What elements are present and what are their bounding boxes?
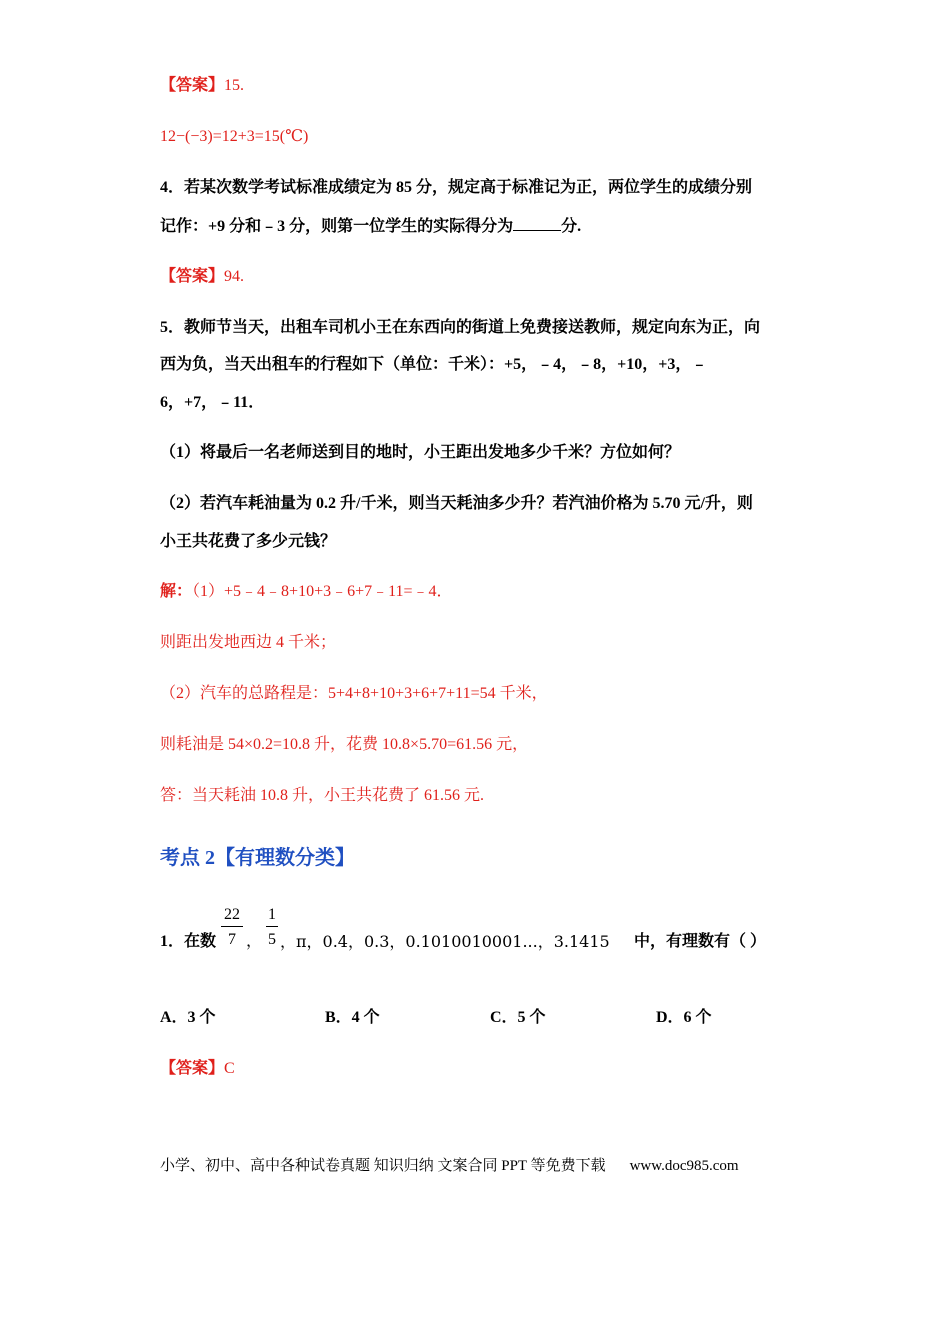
- fraction-1-5: [266, 906, 278, 949]
- q4-line2-after: 分.: [561, 218, 582, 235]
- answer-tag: 【答案】: [160, 268, 225, 285]
- solution-step1: （1）+5﹣4﹣8+10+3﹣6+7﹣11=﹣4．: [192, 583, 453, 600]
- answer-tag: 【答案】: [160, 77, 225, 94]
- solution-label: 解：: [160, 583, 193, 600]
- option-d: D．6 个: [656, 1009, 712, 1026]
- comma: ，: [246, 933, 263, 950]
- answer-value: 94.: [224, 268, 245, 285]
- option-b: B．4 个: [325, 1009, 380, 1026]
- fraction-denominator: 5: [268, 931, 276, 948]
- q5-sub1: （1）将最后一名老师送到目的地时，小王距出发地多少千米？方位如何？: [160, 444, 681, 461]
- fraction-numerator: 22: [221, 906, 243, 927]
- q5-sub2-line2: 小王共花费了多少元钱？: [160, 533, 337, 550]
- q4-line2: [160, 216, 581, 237]
- answer-q4: [160, 267, 244, 287]
- answer-tag: 【答案】: [160, 1060, 225, 1077]
- q2-1-numbers: ，π，0.4，0.3，0.1010010001...，3.1415: [280, 932, 610, 951]
- footer-text: 小学、初中、高中各种试卷真题 知识归纳 文案合同 PPT 等免费下载: [160, 1158, 606, 1174]
- q5-sub2-line1: （2）若汽车耗油量为 0.2 升/千米，则当天耗油多少升？若汽油价格为 5.70 元/升，则: [160, 495, 753, 512]
- q2-1-suffix: 中，有理数有（ ）: [634, 933, 767, 950]
- answer-q3: [160, 76, 244, 96]
- q4-line2-before: 记作：+9 分和﹣3 分，则第一位学生的实际得分为: [160, 218, 514, 235]
- fraction-22-7: [221, 906, 243, 949]
- solution-line4: 则耗油是 54×0.2=10.8 升，花费 10.8×5.70=61.56 元，: [160, 736, 529, 753]
- fraction-denominator: 7: [228, 931, 236, 948]
- answer-value: 15.: [224, 77, 245, 94]
- answer-q2-1: [160, 1059, 235, 1079]
- q2-1-prefix: 1．在数: [160, 933, 217, 950]
- q5-line1: 5．教师节当天，出租车司机小王在东西向的街道上免费接送教师，规定向东为正，向: [160, 319, 761, 336]
- page-footer: [160, 1156, 739, 1176]
- answer-blank: [513, 216, 561, 231]
- solution-line5: 答：当天耗油 10.8 升，小王共花费了 61.56 元.: [160, 787, 485, 804]
- section-title: 考点 2【有理数分类】: [160, 847, 355, 869]
- option-c: C．5 个: [490, 1009, 546, 1026]
- option-a: A．3 个: [160, 1009, 216, 1026]
- fraction-numerator: 1: [266, 906, 278, 927]
- solution-line3: （2）汽车的总路程是：5+4+8+10+3+6+7+11=54 千米，: [160, 685, 548, 702]
- footer-site: www.doc985.com: [629, 1158, 739, 1174]
- solution-line1: [160, 582, 453, 602]
- solution-line2: 则距出发地西边 4 千米；: [160, 634, 337, 651]
- calc-q3: 12−(−3)=12+3=15(℃): [160, 128, 309, 145]
- q5-line3: 6，+7，﹣11．: [160, 394, 265, 411]
- answer-value: C: [224, 1060, 235, 1077]
- q4-line1: 4．若某次数学考试标准成绩定为 85 分，规定高于标准记为正，两位学生的成绩分别: [160, 179, 753, 196]
- q5-line2: 西为负，当天出租车的行程如下（单位：千米）：+5，﹣4，﹣8，+10，+3，﹣: [160, 356, 708, 373]
